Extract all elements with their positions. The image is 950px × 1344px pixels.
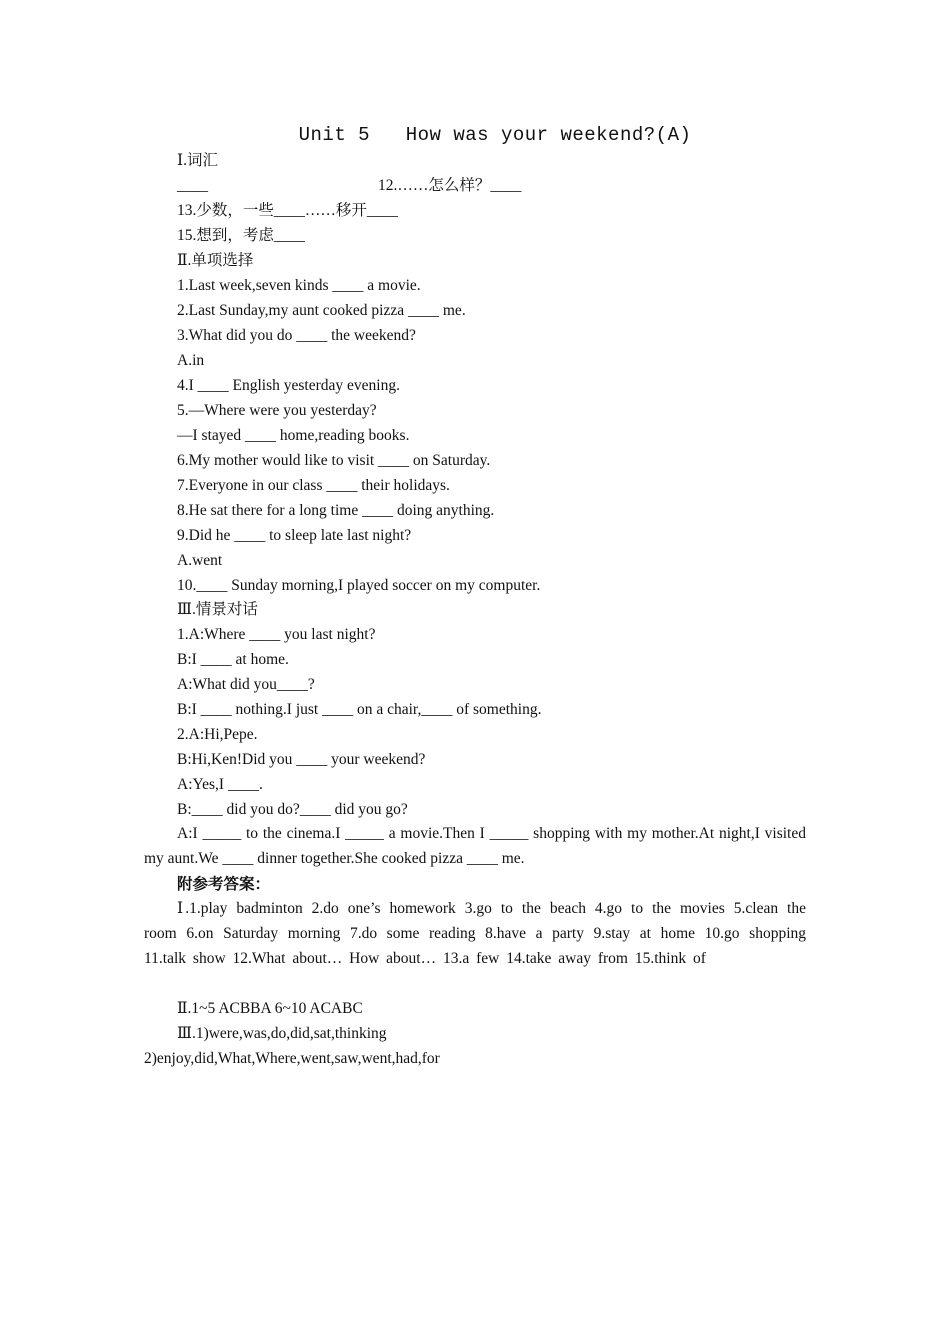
- choice-line: 9.Did he ____ to sleep late last night?: [177, 527, 412, 544]
- dialog-line: B:____ did you do?____ did you go?: [177, 801, 408, 818]
- dialog-line: 2.A:Hi,Pepe.: [177, 726, 258, 743]
- dialog-heading: Ⅲ.情景对话: [177, 601, 258, 618]
- dialog-line: B:I ____ at home.: [177, 651, 289, 668]
- answers-part-3: Ⅲ.1)were,was,do,did,sat,thinking: [177, 1025, 387, 1042]
- choice-line: 4.I ____ English yesterday evening.: [177, 377, 400, 394]
- vocab-heading: Ⅰ.词汇: [177, 152, 218, 169]
- dialog-line: 1.A:Where ____ you last night?: [177, 626, 376, 643]
- choice-line: 8.He sat there for a long time ____ doing anything.: [177, 502, 495, 519]
- dialog-line: A:What did you____?: [177, 676, 315, 693]
- choice-line: A.went: [177, 552, 223, 569]
- choice-line: 3.What did you do ____ the weekend?: [177, 327, 416, 344]
- vocab-row-2: 13.少数，一些____……移开____: [177, 202, 398, 219]
- dialog-line: A:Yes,I ____.: [177, 776, 263, 793]
- choice-line: A.in: [177, 352, 205, 369]
- choice-line: 10.____ Sunday morning,I played soccer on my computer.: [177, 577, 541, 594]
- answers-part-1: Ⅰ.1.play badminton 2.do one’s homework 3.go to the beach 4.go to the movies 5.clean the room 6.on Saturday morning 7.do some reading 8.have a party 9.stay at home 10.go shopping 11.talk show 12.What about… How about… 13.a few 14.take away from 15.think of: [144, 900, 806, 967]
- choice-line: 2.Last Sunday,my aunt cooked pizza ____ me.: [177, 302, 466, 319]
- choice-line: 7.Everyone in our class ____ their holidays.: [177, 477, 450, 494]
- dialog-line: B:Hi,Ken!Did you ____ your weekend?: [177, 751, 426, 768]
- dialog-line: B:I ____ nothing.I just ____ on a chair,____ of something.: [177, 701, 542, 718]
- choice-line: —I stayed ____ home,reading books.: [177, 427, 410, 444]
- choice-line: 5.—Where were you yesterday?: [177, 402, 377, 419]
- answers-part-2: Ⅱ.1~5 ACBBA 6~10 ACABC: [177, 1000, 363, 1017]
- choice-line: 1.Last week,seven kinds ____ a movie.: [177, 277, 421, 294]
- vocab-row-1-left: ____: [177, 177, 208, 194]
- choice-heading: Ⅱ.单项选择: [177, 252, 254, 269]
- dialog-paragraph: A:I _____ to the cinema.I _____ a movie.Then I _____ shopping with my mother.At night,I visited my aunt.We ____ dinner together.She cooked pizza ____ me.: [144, 825, 806, 867]
- answers-part-4: 2)enjoy,did,What,Where,went,saw,went,had,for: [144, 1050, 440, 1067]
- page-title: Unit 5 How was your weekend?(A): [298, 124, 692, 146]
- vocab-row-3: 15.想到，考虑____: [177, 227, 305, 244]
- choice-line: 6.My mother would like to visit ____ on Saturday.: [177, 452, 491, 469]
- vocab-row-1-right: 12.……怎么样？____: [378, 177, 522, 194]
- answers-heading: 附参考答案：: [177, 876, 271, 893]
